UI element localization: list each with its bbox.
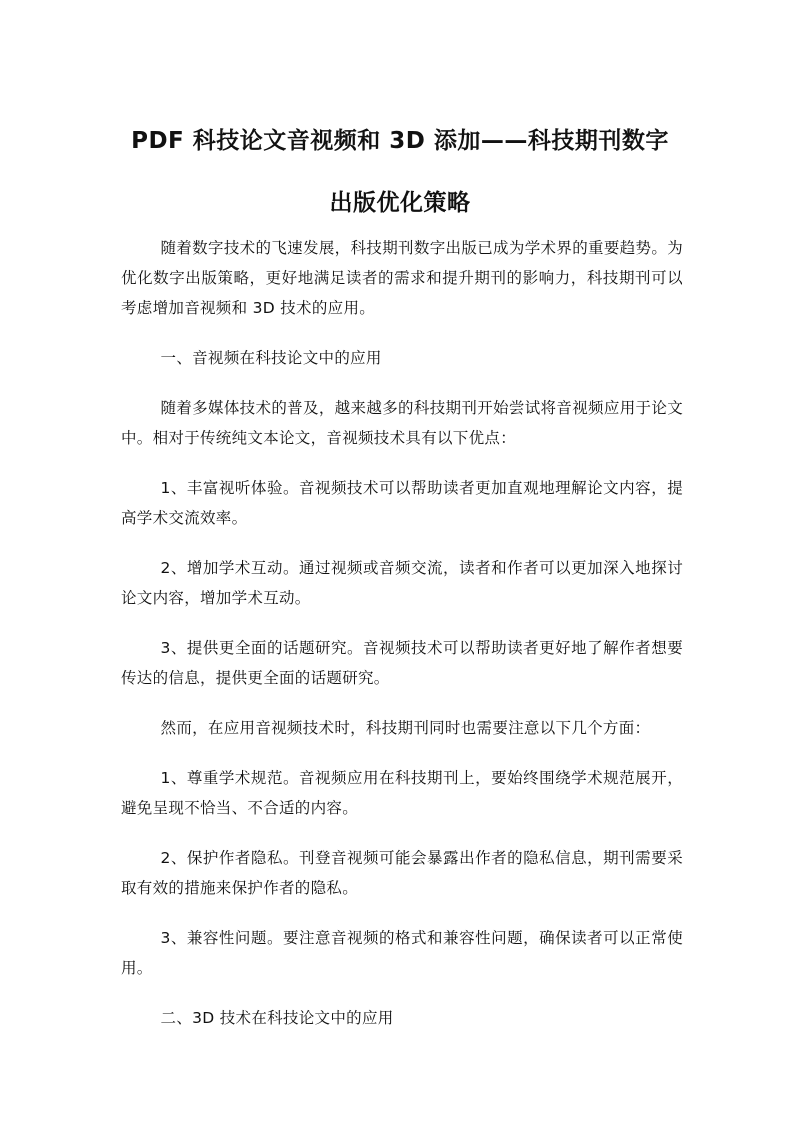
paragraph-av-note-2: 2、保护作者隐私。刊登音视频可能会暴露出作者的隐私信息，期刊需要采取有效的措施来保护作者的隐私。 bbox=[121, 849, 683, 897]
paragraph-av-advantage-3: 3、提供更全面的话题研究。音视频技术可以帮助读者更好地了解作者想要传达的信息，提供更全面的话题研究。 bbox=[121, 639, 683, 687]
paragraph-av-advantage-2: 2、增加学术互动。通过视频或音频交流，读者和作者可以更加深入地探讨论文内容，增加学术互动。 bbox=[121, 559, 683, 607]
title-line-2: 出版优化策略 bbox=[329, 190, 471, 216]
section-heading-2: 二、3D 技术在科技论文中的应用 bbox=[160, 1009, 394, 1027]
document-body bbox=[121, 233, 683, 1053]
paragraph-av-notes-intro: 然而，在应用音视频技术时，科技期刊同时也需要注意以下几个方面： bbox=[160, 719, 651, 737]
title-line-1: PDF 科技论文音视频和 3D 添加——科技期刊数字 bbox=[131, 128, 669, 154]
paragraph-av-advantage-1: 1、丰富视听体验。音视频技术可以帮助读者更加直观地理解论文内容，提高学术交流效率。 bbox=[121, 479, 683, 527]
section-heading-1: 一、音视频在科技论文中的应用 bbox=[160, 349, 382, 367]
paragraph-av-intro: 随着多媒体技术的普及，越来越多的科技期刊开始尝试将音视频应用于论文中。相对于传统纯文本论文，音视频技术具有以下优点： bbox=[121, 399, 683, 447]
paragraph-av-note-1: 1、尊重学术规范。音视频应用在科技期刊上，要始终围绕学术规范展开，避免呈现不恰当、不合适的内容。 bbox=[121, 769, 683, 817]
paragraph-av-note-3: 3、兼容性问题。要注意音视频的格式和兼容性问题，确保读者可以正常使用。 bbox=[121, 929, 683, 977]
document-title bbox=[72, 110, 728, 234]
paragraph-intro: 随着数字技术的飞速发展，科技期刊数字出版已成为学术界的重要趋势。为优化数字出版策略，更好地满足读者的需求和提升期刊的影响力，科技期刊可以考虑增加音视频和 3D 技术的应用。 bbox=[121, 239, 683, 317]
